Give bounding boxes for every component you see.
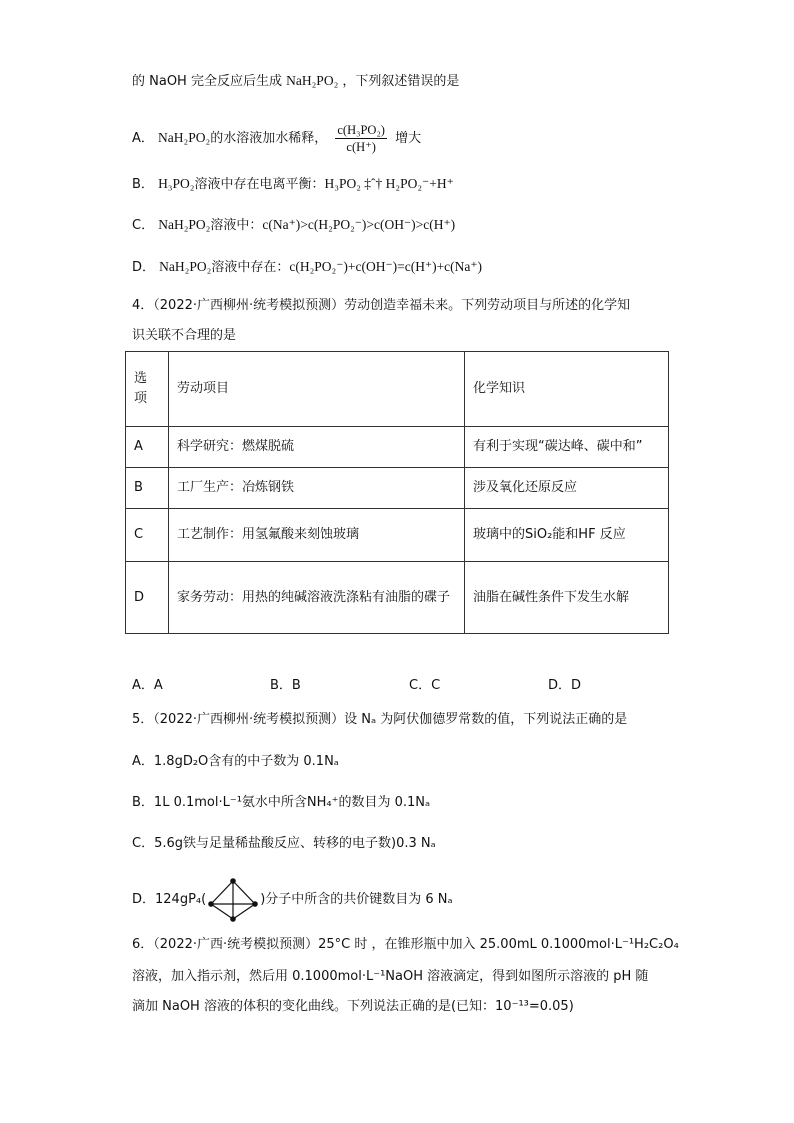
answer-option-b[interactable]: B．B <box>270 678 301 693</box>
table-cell: 工厂生产：冶炼钢铁 <box>169 468 465 509</box>
q3-option-c <box>132 215 455 236</box>
table-cell: 玻璃中的SiO₂能和HF 反应 <box>465 509 669 562</box>
q5-option-c: C．5.6g铁与足量稀盐酸反应、转移的电子数)0.3 Nₐ <box>132 836 436 851</box>
q4-stem-line1: 4．（2022·广西柳州·统考模拟预测）劳动创造幸福未来。下列劳动项目与所述的化学知 <box>132 298 631 313</box>
table-row <box>126 468 669 509</box>
option-formula: H₃PO₂ <box>158 176 195 191</box>
answer-option-a[interactable]: A．A <box>132 678 163 693</box>
fraction-numerator: c(H₃PO₂) <box>337 123 385 137</box>
table-row <box>126 427 669 468</box>
q5-option-d <box>132 875 453 925</box>
table-cell: B <box>126 468 169 509</box>
option-formula: NaH₂PO₂ <box>159 259 212 274</box>
table-cell: 工艺制作：用氢氟酸来刻蚀玻璃 <box>169 509 465 562</box>
concentration-expression: c(Na⁺)>c(H₂PO₂⁻)>c(OH⁻)>c(H⁺) <box>262 217 456 232</box>
q6-stem-line3: 滴加 NaOH 溶液的体积的变化曲线。下列说法正确的是(已知：10⁻¹³=0.05) <box>132 999 574 1014</box>
q5-option-a: A．1.8gD₂O含有的中子数为 0.1Nₐ <box>132 754 339 769</box>
q3-intro-question: ，下列叙述错误的是 <box>342 74 460 89</box>
table-header-row <box>126 352 669 427</box>
q3-intro-text: 的 NaOH 完全反应后生成 <box>132 74 282 89</box>
table-cell: 涉及氧化还原反应 <box>465 468 669 509</box>
table-cell: 有利于实现“碳达峰、碳中和” <box>465 427 669 468</box>
table-cell: D <box>126 562 169 634</box>
option-formula: NaH₂PO₂ <box>158 217 211 232</box>
option-formula: NaH₂PO₂ <box>158 130 211 145</box>
q4-stem-line2: 识关联不合理的是 <box>132 328 237 343</box>
table-row <box>126 509 669 562</box>
option-text: 溶液中： <box>210 218 263 233</box>
q3-option-b <box>132 174 454 195</box>
header-cell-option: 选 项 <box>126 352 169 427</box>
q3-intro-formula: NaH₂PO₂ <box>286 73 339 88</box>
table-cell: 科学研究：燃煤脱硫 <box>169 427 465 468</box>
q5-option-b: B．1L 0.1mol·L⁻¹氨水中所含NH₄⁺的数目为 0.1Nₐ <box>132 795 431 810</box>
concentration-fraction <box>335 122 387 155</box>
table-cell: C <box>126 509 169 562</box>
option-text-end: )分子中所含的共价键数目为 6 Nₐ <box>260 892 453 907</box>
answer-option-d[interactable]: D．D <box>548 678 582 693</box>
option-label: C． <box>132 218 155 233</box>
option-label: A． <box>132 131 154 146</box>
q5-stem: 5．（2022·广西柳州·统考模拟预测）设 Nₐ 为阿伏伽德罗常数的值，下列说法正确的是 <box>132 712 628 727</box>
table-cell: A <box>126 427 169 468</box>
table-cell: 家务劳动：用热的纯碱溶液洗涤粘有油脂的碟子 <box>169 562 465 634</box>
table-row <box>126 562 669 634</box>
q6-stem-line2: 溶液，加入指示剂，然后用 0.1000mol·L⁻¹NaOH 溶液滴定，得到如图所示溶液的 pH 随 <box>132 969 649 984</box>
header-cell-labor: 劳动项目 <box>169 352 465 427</box>
answer-option-c[interactable]: C．C <box>409 678 441 693</box>
option-text: 的水溶液加水稀释， <box>210 131 328 146</box>
option-text: D．124gP₄( <box>132 892 207 907</box>
option-label: B． <box>132 177 154 192</box>
fraction-denominator: c(H⁺) <box>346 140 376 154</box>
option-label: D． <box>132 260 156 275</box>
q3-option-d <box>132 257 482 278</box>
option-text: 溶液中存在电离平衡： <box>194 177 325 192</box>
ionization-equation: H₃PO₂ ‡ˆ† H₂PO₂⁻+H⁺ <box>324 176 454 191</box>
charge-balance-expression: c(H₂PO₂⁻)+c(OH⁻)=c(H⁺)+c(Na⁺) <box>289 259 483 274</box>
option-text: 溶液中存在： <box>211 260 290 275</box>
option-text-end: 增大 <box>395 131 422 146</box>
q3-intro <box>132 71 459 92</box>
p4-tetrahedron-icon <box>206 877 260 923</box>
q4-options <box>132 674 692 694</box>
header-cell-knowledge: 化学知识 <box>465 352 669 427</box>
q4-table <box>125 351 669 634</box>
q6-stem-line1: 6．（2022·广西·统考模拟预测）25°C 时 ，在锥形瓶中加入 25.00mL 0.1000mol·L⁻¹H₂C₂O₄ <box>132 937 679 952</box>
q3-option-a <box>132 122 421 155</box>
table-cell: 油脂在碱性条件下发生水解 <box>465 562 669 634</box>
